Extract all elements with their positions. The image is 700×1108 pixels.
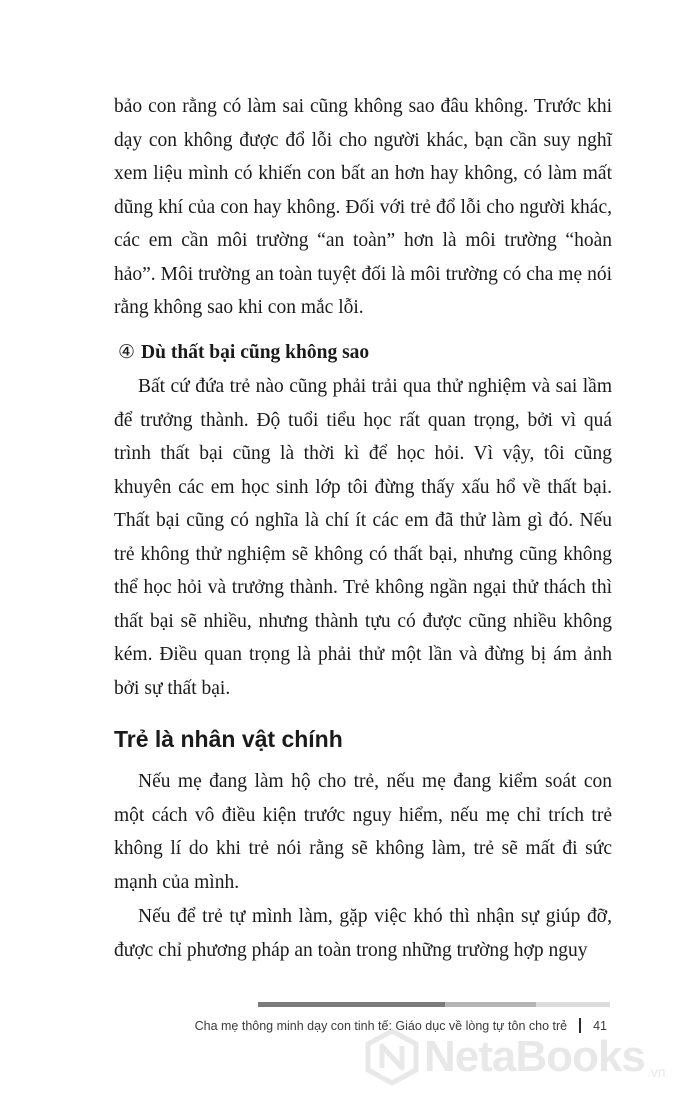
paragraph-2: Bất cứ đứa trẻ nào cũng phải trải qua thử nghiệm và sai lầm để trưởng thành. Độ tuổi tiểu học rất quan trọng, bởi vì quá trình thất bại cũng là thời kì để học hỏi. Vì vậy, tôi cũng khuyên các em học sinh lớp tôi đừng thấy xấu hổ về thất bại. Thất bại cũng có nghĩa là chí ít các em đã thử làm gì đó. Nếu trẻ không thử nghiệm sẽ không có thất bại, nhưng cũng không thể học hỏi và trưởng thành. Trẻ không ngần ngại thử thách thì thất bại sẽ nhiều, nhưng thành tựu có được cũng nhiều không kém. Điều quan trọng là phải thử một lần và đừng bị ám ảnh bởi sự thất bại.: [114, 376, 612, 699]
reading-progress-bar: [258, 1002, 610, 1007]
subheading-text: Dù thất bại cũng không sao: [141, 342, 370, 363]
subheading: [118, 336, 369, 370]
reading-progress-fill: [258, 1002, 445, 1007]
footer-book-title: Cha mẹ thông minh dạy con tinh tế: Giáo dục về lòng tự tôn cho trẻ: [194, 1018, 568, 1033]
page-number: 41: [593, 1018, 607, 1033]
paragraph-1: bảo con rằng có làm sai cũng không sao đâu không. Trước khi dạy con không được đổ lỗi cho người khác, bạn cần suy nghĩ xem liệu mình có khiến con bất an hơn hay không, có làm mất dũng khí của con hay không. Đối với trẻ đổ lỗi cho người khác, các em cần môi trường “an toàn” hơn là môi trường “hoàn hảo”. Môi trường an toàn tuyệt đối là môi trường có cha mẹ nói rằng không sao khi con mắc lỗi.: [114, 96, 612, 318]
section-heading: Trẻ là nhân vật chính: [114, 726, 343, 752]
watermark-suffix: .vn: [646, 1064, 666, 1080]
subheading-number: ④: [118, 341, 136, 363]
reading-progress-segment: [445, 1002, 537, 1007]
paragraph-3: Nếu mẹ đang làm hộ cho trẻ, nếu mẹ đang kiểm soát con một cách vô điều kiện trước nguy hiểm, nếu mẹ chỉ trích trẻ không lí do khi trẻ nói rằng sẽ không làm, trẻ sẽ mất đi sức mạnh của mình.: [114, 771, 612, 893]
watermark: [364, 1028, 666, 1086]
netabooks-logo-icon: [364, 1028, 420, 1086]
paragraph-4: Nếu để trẻ tự mình làm, gặp việc khó thì nhận sự giúp đỡ, được chỉ phương pháp an toàn trong những trường hợp nguy: [114, 906, 612, 961]
watermark-brand: NetaBooks: [424, 1032, 645, 1081]
